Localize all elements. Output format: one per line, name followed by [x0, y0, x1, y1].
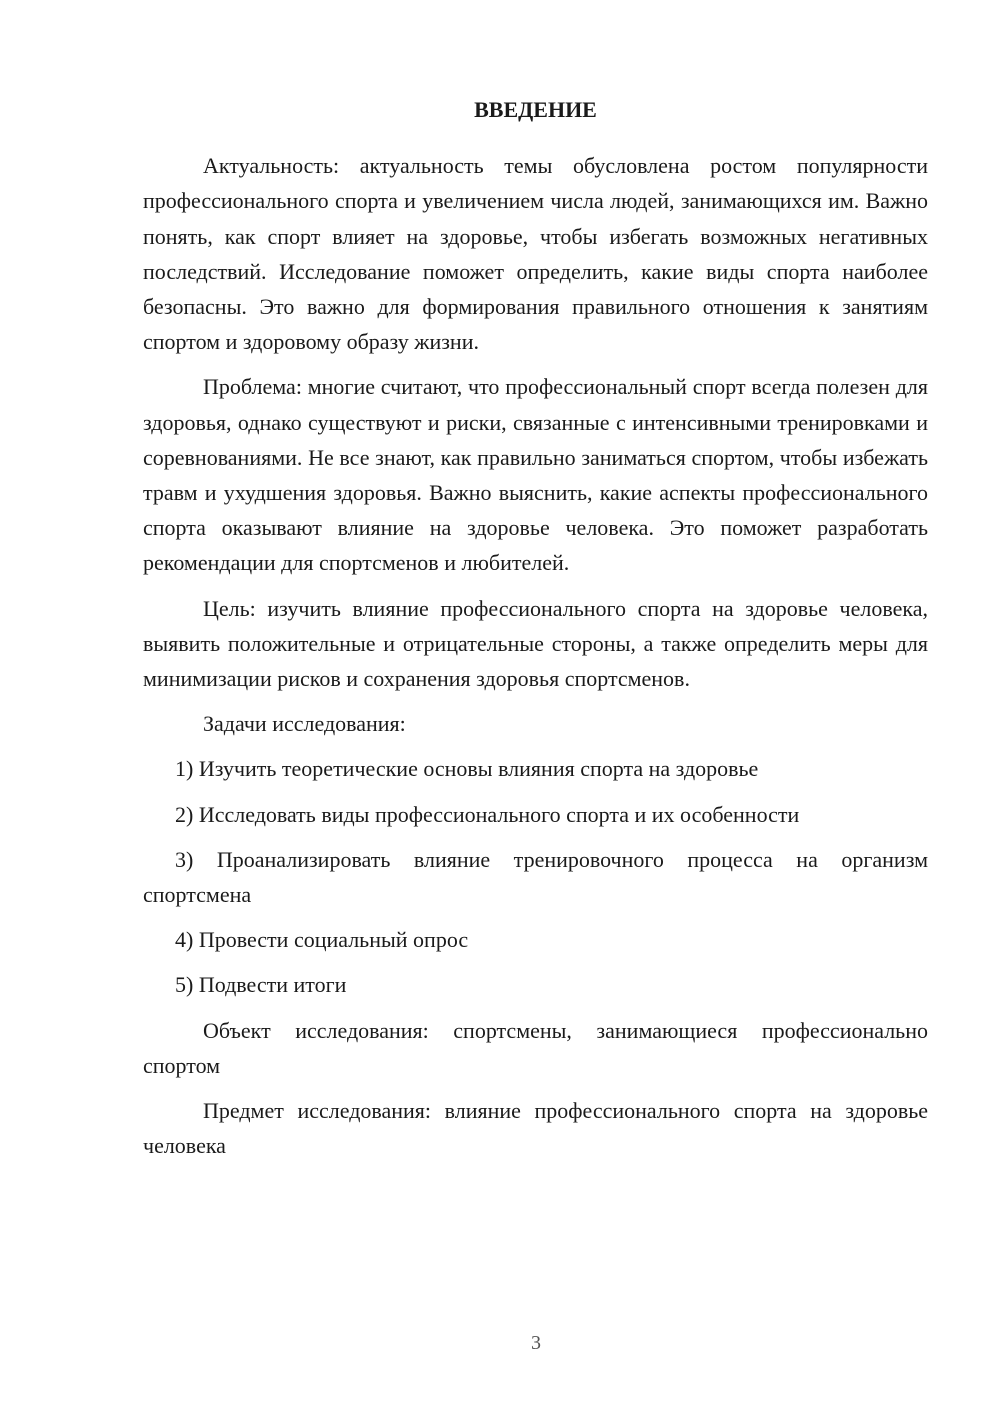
relevance-paragraph: Актуальность: актуальность темы обусловлена ростом популярности профессионального спорта и увеличением числа людей, занимающихся им. Важно понять, как спорт влияет на здоровье, чтобы избегать возможных негативных последствий. Исследование поможет определить, какие виды спорта наиболее безопасны. Это важно для формирования правильного отношения к занятиям спортом и здоровому образу жизни.	[143, 153, 928, 355]
subject-paragraph: Предмет исследования: влияние профессионального спорта на здоровье человека	[143, 1098, 928, 1159]
tasks-heading: Задачи исследования:	[203, 711, 406, 737]
task-item: 2) Исследовать виды профессионального спорта и их особенности	[175, 801, 800, 827]
goal-paragraph: Цель: изучить влияние профессионального спорта на здоровье человека, выявить положительные и отрицательные стороны, а также определить меры для минимизации рисков и сохранения здоровья спортсменов.	[143, 595, 928, 692]
task-item: 5) Подвести итоги	[175, 972, 347, 998]
problem-paragraph: Проблема: многие считают, что профессиональный спорт всегда полезен для здоровья, однако существуют и риски, связанные с интенсивными тренировками и соревнованиями. Не все знают, как правильно заниматься спортом, чтобы избежать травм и ухудшения здоровья. Важно выяснить, какие аспекты профессионального спорта оказывают влияние на здоровье человека. Это поможет разработать рекомендации для спортсменов и любителей.	[143, 374, 928, 576]
tasks-list	[143, 751, 928, 1002]
object-paragraph: Объект исследования: спортсмены, занимающиеся профессионально спортом	[143, 1017, 928, 1078]
page-number: 3	[531, 1332, 541, 1354]
task-item: 1) Изучить теоретические основы влияния спорта на здоровье	[175, 756, 759, 782]
document-page	[143, 92, 928, 1173]
page-title: ВВЕДЕНИЕ	[474, 97, 597, 122]
task-item: 4) Провести социальный опрос	[175, 927, 469, 953]
task-item: 3) Проанализировать влияние тренировочного процесса на организм спортсмена	[143, 846, 928, 908]
